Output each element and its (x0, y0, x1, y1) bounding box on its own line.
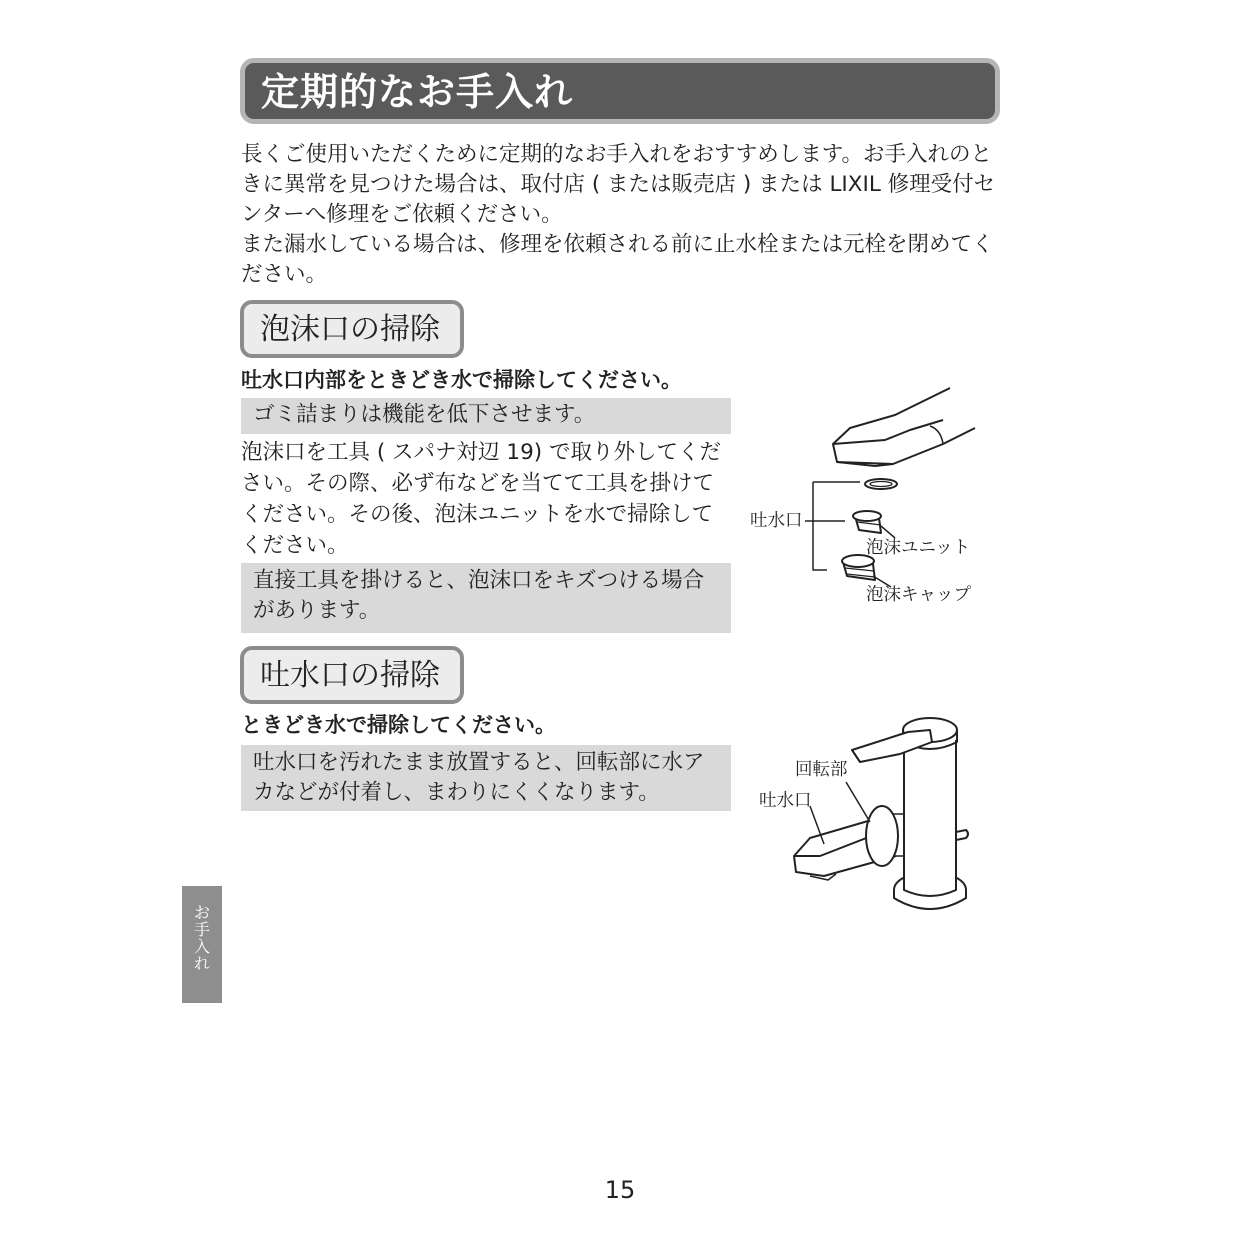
faucet-illustration (780, 710, 1000, 920)
aerator-section-heading: 泡沫口の掃除 (260, 312, 440, 347)
aerator-figure-label-spout: 吐水口 (750, 511, 803, 531)
aerator-figure-label-cap: 泡沫キャップ (866, 585, 971, 605)
faucet-figure-label-spout: 吐水口 (759, 791, 812, 811)
page-number: 15 (604, 1176, 636, 1204)
side-index-tab (182, 886, 222, 1003)
faucet-figure-label-rotating: 回転部 (795, 760, 848, 780)
intro-paragraph-2: また漏水している場合は、修理を依頼される前に止水栓または元栓を閉めてください。 (241, 232, 994, 287)
aerator-section-heading-box (240, 300, 464, 358)
page-title: 定期的なお手入れ (261, 70, 574, 114)
intro-paragraph-1: 長くご使用いただくために定期的なお手入れをおすすめします。お手入れのときに異常を見つけた場合は、取付店 ( または販売店 ) または LIXIL 修理受付センターへ修理をご依頼ください。 (241, 142, 996, 227)
aerator-lead-text: 吐水口内部をときどき水で掃除してください。 (241, 368, 682, 392)
side-index-tab-label: お手入れ (193, 903, 210, 973)
spout-section-heading: 吐水口の掃除 (260, 658, 440, 693)
intro-text (241, 140, 1003, 290)
page-title-bar (240, 58, 1000, 124)
spout-note-limescale: 吐水口を汚れたまま放置すると、回転部に水アカなどが付着し、まわりにくくなります。 (241, 745, 731, 811)
spout-section-heading-box (240, 646, 464, 704)
spout-lead-text: ときどき水で掃除してください。 (241, 713, 556, 737)
aerator-figure-label-unit: 泡沫ユニット (866, 538, 971, 558)
aerator-illustration (745, 380, 1005, 610)
aerator-note-scratch: 直接工具を掛けると、泡沫口をキズつける場合があります。 (241, 563, 731, 633)
aerator-note-clog: ゴミ詰まりは機能を低下させます。 (241, 398, 731, 434)
aerator-instructions: 泡沫口を工具 ( スパナ対辺 19) で取り外してください。その際、必ず布などを当てて工具を掛けてください。その後、泡沫ユニットを水で掃除してください。 (241, 440, 721, 558)
